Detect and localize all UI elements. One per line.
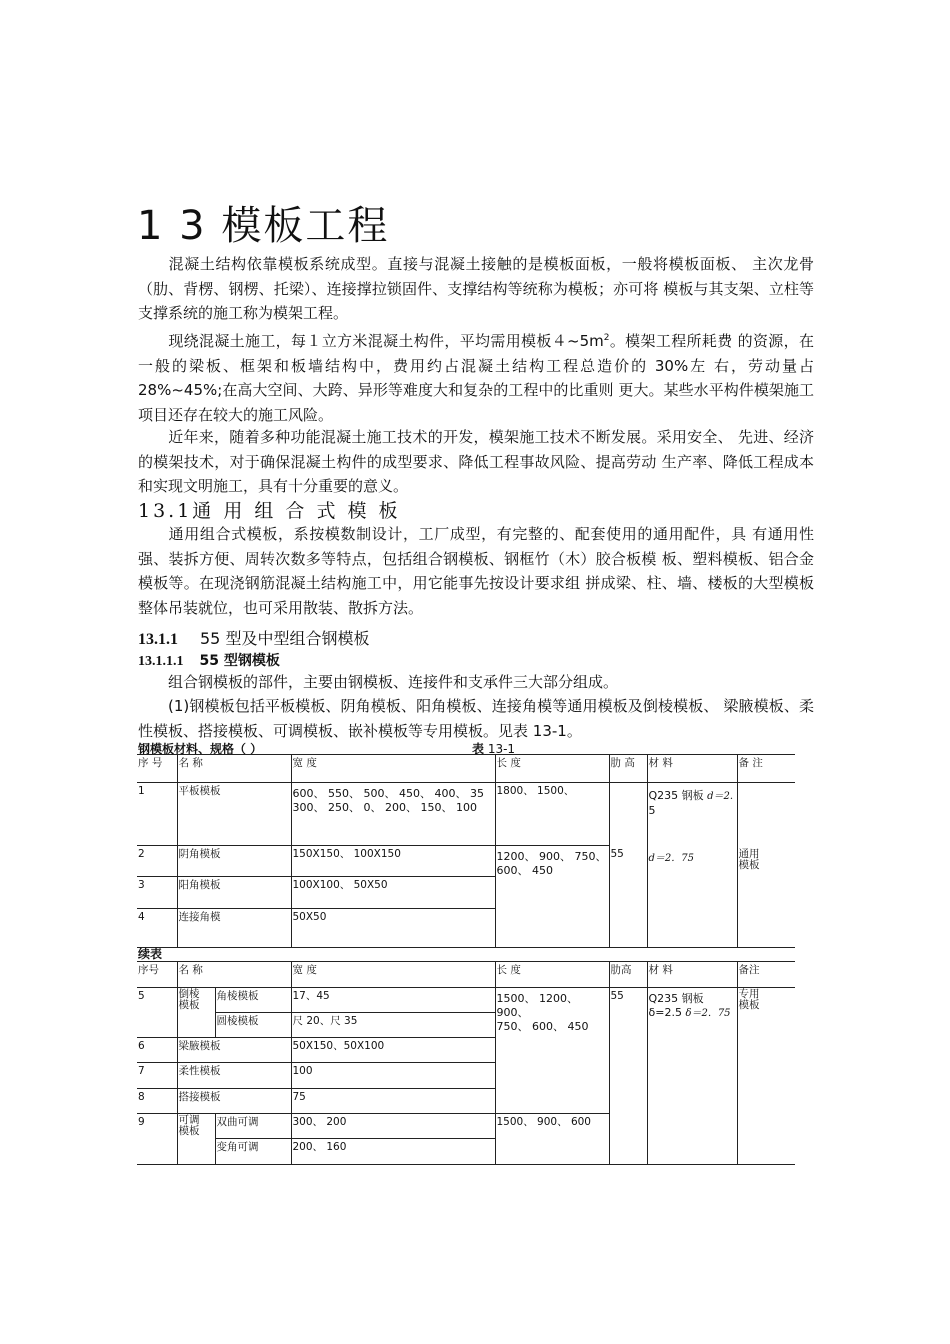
cell-width: 75 (291, 1089, 495, 1114)
length-line: 1200、 900、 750、 (496, 850, 607, 863)
material-text: 5 (648, 804, 656, 817)
table-row (137, 988, 795, 1013)
cell-length (495, 988, 609, 1114)
intro-paragraph-3 (138, 425, 814, 499)
cell-length: 1500、 900、 600 (495, 1114, 609, 1165)
header-width: 宽 度 (291, 962, 495, 988)
group-text: 模板 (178, 999, 200, 1011)
cell-no: 9 (137, 1114, 177, 1165)
cell-name: 角棱模板 (215, 988, 291, 1013)
header-remark: 备注 (737, 962, 795, 988)
intro-paragraph-3-text: 近年来，随着多种功能混凝土施工技术的开发，模架施工技术不断发展。采用安全、 先进、经济的模架技术，对于确保混凝土构件的成型要求、降低工程事故风险、提高劳动 生产率、降低工程成本和实现文明施工，具有十分重要的意义。 (138, 428, 814, 495)
width-line: 600、 550、 500、 450、 400、 35 (292, 787, 484, 800)
material-thickness: d＝2. (707, 791, 734, 802)
cell-no: 5 (137, 988, 177, 1038)
material-text: Q235 钢板 (648, 789, 708, 802)
cell-width: 100 (291, 1063, 495, 1089)
cell-material (647, 783, 737, 948)
cell-name: 柔性模板 (177, 1063, 291, 1089)
cell-width: 200、 160 (291, 1139, 495, 1165)
header-length: 长 度 (495, 755, 609, 783)
header-length: 长 度 (495, 962, 609, 988)
header-no: 序 号 (137, 755, 177, 783)
cell-rib: 55 (609, 988, 647, 1165)
cell-remark (737, 783, 795, 948)
page-title: 1 3 模板工程 (137, 203, 390, 249)
cell-name: 平板模板 (177, 783, 291, 846)
intro-paragraph-2-text-b: 。模架工程所耗费 的资源，在一般的梁板、框架和板墙结构中，费用约占混凝土结构工程总造价的 30%左 右，劳动量占 28%~45%;在高大空间、大跨、异形等难度大和复杂的工程中的比重则 更大。某些水平构件模架施工项目还存在较大的施工风险。 (138, 332, 814, 424)
cell-name: 阳角模板 (177, 877, 291, 909)
intro-paragraph-1 (138, 252, 814, 326)
header-name: 名 称 (177, 755, 291, 783)
cell-width: 300、 200 (291, 1114, 495, 1139)
table-number-label: 表 (472, 742, 485, 756)
header-rib: 肋 高 (609, 755, 647, 783)
cell-width: 50X50 (291, 909, 495, 948)
cell-width: 150X150、 100X150 (291, 846, 495, 877)
material-thickness: d＝2．75 (648, 853, 694, 864)
section-label: 55 型及中型组合钢模板 (200, 629, 370, 648)
cell-name: 圆棱模板 (215, 1013, 291, 1038)
header-material: 材 料 (647, 962, 737, 988)
table-caption: 钢模板材料、规格（ ） (138, 742, 263, 756)
cell-name: 变角可调 (215, 1139, 291, 1165)
cell-name: 双曲可调 (215, 1114, 291, 1139)
header-remark: 备 注 (737, 755, 795, 783)
cell-name: 梁腋模板 (177, 1038, 291, 1063)
cell-no: 1 (137, 783, 177, 846)
group-text: 倒棱 (178, 988, 200, 1000)
length-line: 600、 450 (496, 864, 553, 877)
header-width: 宽 度 (291, 755, 495, 783)
remark-text: 模板 (738, 859, 760, 871)
section-13-1-paragraph (138, 522, 814, 620)
header-name: 名 称 (177, 962, 291, 988)
remark-text: 模板 (738, 999, 760, 1011)
cell-width: 100X100、 50X50 (291, 877, 495, 909)
length-line: 1500、 1200、 900、 (496, 992, 578, 1019)
cell-length (495, 846, 609, 948)
cell-width: 17、45 (291, 988, 495, 1013)
material-text: Q235 钢板 (648, 992, 704, 1005)
cell-remark (737, 988, 795, 1165)
material-thickness: δ＝2．75 (685, 1008, 731, 1019)
header-rib: 肋高 (609, 962, 647, 988)
cell-group (177, 988, 215, 1038)
section-heading-13-1: 13.1通 用 组 合 式 模 板 (138, 500, 401, 522)
cell-no: 4 (137, 909, 177, 948)
material-text: δ=2.5 (648, 1006, 686, 1019)
section-number: 13.1.1.1 (138, 654, 184, 669)
cell-name: 搭接模板 (177, 1089, 291, 1114)
intro-paragraph-2-text-a: 现绕混凝土施工，每１立方米混凝土构件，平均需用模板４~5m (168, 332, 604, 350)
cell-width: 50X150、50X100 (291, 1038, 495, 1063)
cell-name: 连接角模 (177, 909, 291, 948)
header-no: 序号 (137, 962, 177, 988)
cell-length: 1800、 1500、 (495, 783, 609, 846)
section-13-1-paragraph-text: 通用组合式模板，系按模数制设计，工厂成型，有完整的、配套使用的通用配件，具 有通用性强、装拆方便、周转次数多等特点，包括组合钢模板、钢框竹（木）胶合板模 板、塑料模板、铝合金模板等。在现浇钢筋混凝土结构施工中，用它能事先按设计要求组 拼成梁、柱、墙、楼板的大型模板整体吊装就位，也可采用散装、散拆方法。 (138, 525, 814, 617)
cell-no: 2 (137, 846, 177, 877)
cell-rib: 55 (609, 783, 647, 948)
cell-no: 8 (137, 1089, 177, 1114)
width-line: 300、 250、 0、 200、 150、 100 (292, 801, 477, 814)
cell-no: 7 (137, 1063, 177, 1089)
continued-label: 续表 (138, 947, 163, 961)
superscript: 2 (603, 333, 610, 343)
intro-paragraph-2 (138, 326, 814, 427)
cell-no: 6 (137, 1038, 177, 1063)
steel-formwork-table (137, 754, 795, 948)
section-heading-13-1-1 (138, 626, 369, 649)
intro-paragraph-1-text: 混凝土结构依靠模板系统成型。直接与混凝土接触的是模板面板，一般将模板面板、 主次龙骨（肋、背楞、钢楞、托梁）、连接撑拉锁固件、支撑结构等统称为模板；亦可将 模板与其支架、立柱等支撑系统的施工称为模架工程。 (138, 255, 814, 322)
group-text: 模板 (178, 1125, 200, 1137)
cell-name: 阴角模板 (177, 846, 291, 877)
paragraph-text: 组合钢模板的部件，主要由钢模板、连接件和支承件三大部分组成。 (168, 673, 619, 691)
table-number-value: 13-1 (484, 742, 516, 756)
table-header-row (137, 962, 795, 988)
section-13-1-1-1-paragraph-1 (138, 670, 814, 695)
cell-width: 尺 20、尺 35 (291, 1013, 495, 1038)
length-line: 750、 600、 450 (496, 1020, 589, 1033)
group-text: 可调 (178, 1114, 200, 1126)
paragraph-text: (1)钢模板包括平板模板、阴角模板、阳角模板、连接角模等通用模板及倒棱模板、 梁腋模板、柔性模板、搭接模板、可调模板、嵌补模板等专用模板。见表 13-1。 (138, 697, 814, 740)
remark-text: 专用 (738, 988, 760, 1000)
cell-no: 3 (137, 877, 177, 909)
section-heading-13-1-1-1 (138, 650, 280, 670)
remark-text: 通用 (738, 848, 760, 860)
table-row (137, 783, 795, 846)
section-13-1-1-1-paragraph-2 (138, 694, 814, 743)
section-number: 13.1.1 (138, 631, 178, 648)
cell-group (177, 1114, 215, 1165)
cell-width (291, 783, 495, 846)
section-label: 55 型钢模板 (199, 653, 280, 669)
table-header-row (137, 755, 795, 783)
header-material: 材 料 (647, 755, 737, 783)
cell-material (647, 988, 737, 1165)
steel-formwork-table-continued (137, 961, 795, 1165)
